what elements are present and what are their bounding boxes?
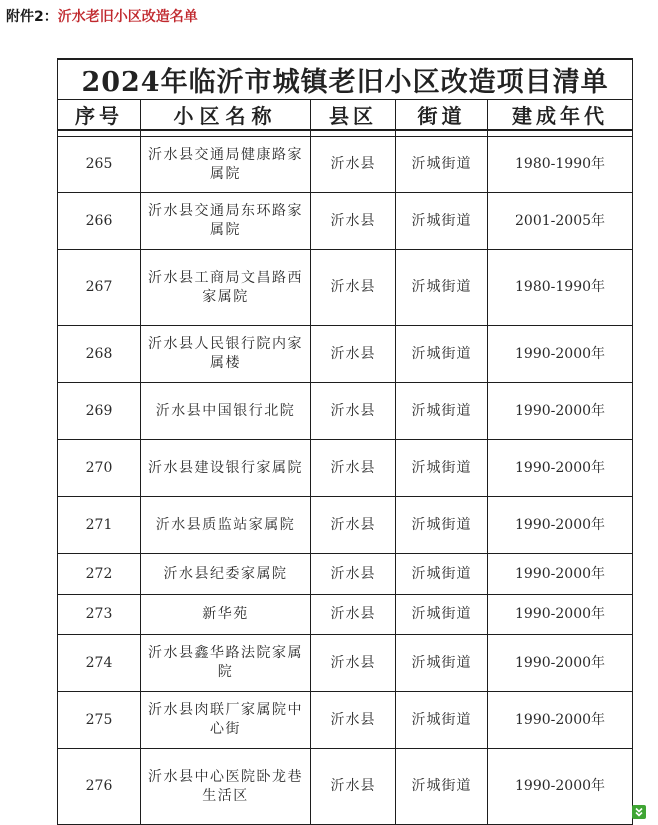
row-era: 1990-2000年 [488, 595, 633, 635]
row-street: 沂城街道 [396, 554, 488, 595]
row-era: 1990-2000年 [488, 383, 633, 440]
attachment-prefix: 附件2： [6, 9, 58, 25]
row-no: 267 [58, 250, 141, 326]
row-county: 沂水县 [311, 193, 396, 250]
row-street: 沂城街道 [396, 749, 488, 825]
row-no: 270 [58, 440, 141, 497]
row-name: 沂水县中心医院卧龙巷生活区 [141, 749, 311, 825]
row-street: 沂城街道 [396, 326, 488, 383]
table-title-row [58, 59, 633, 100]
row-county: 沂水县 [311, 497, 396, 554]
table-row [58, 383, 633, 440]
table-row [58, 554, 633, 595]
row-street: 沂城街道 [396, 383, 488, 440]
attachment-title: 沂水老旧小区改造名单 [57, 9, 198, 25]
row-street: 沂城街道 [396, 692, 488, 749]
row-street: 沂城街道 [396, 497, 488, 554]
row-no: 272 [58, 554, 141, 595]
table-row [58, 749, 633, 825]
row-no: 274 [58, 635, 141, 692]
row-county: 沂水县 [311, 383, 396, 440]
table-row [58, 193, 633, 250]
table-row [58, 497, 633, 554]
row-street: 沂城街道 [396, 193, 488, 250]
row-county: 沂水县 [311, 250, 396, 326]
row-era: 1980-1990年 [488, 250, 633, 326]
table-row [58, 692, 633, 749]
row-era: 1990-2000年 [488, 635, 633, 692]
row-era: 1990-2000年 [488, 440, 633, 497]
row-era: 1990-2000年 [488, 554, 633, 595]
row-no: 271 [58, 497, 141, 554]
header-street: 街道 [396, 100, 488, 131]
double-chevron-down-icon [634, 807, 644, 817]
row-no: 276 [58, 749, 141, 825]
row-era: 1990-2000年 [488, 692, 633, 749]
renovation-list-table [57, 58, 633, 825]
row-county: 沂水县 [311, 595, 396, 635]
row-county: 沂水县 [311, 749, 396, 825]
row-name: 沂水县鑫华路法院家属院 [141, 635, 311, 692]
row-no: 273 [58, 595, 141, 635]
row-name: 沂水县中国银行北院 [141, 383, 311, 440]
row-name: 沂水县工商局文昌路西家属院 [141, 250, 311, 326]
row-street: 沂城街道 [396, 595, 488, 635]
row-county: 沂水县 [311, 137, 396, 193]
attachment-heading [6, 8, 198, 26]
row-era: 1990-2000年 [488, 749, 633, 825]
row-name: 沂水县纪委家属院 [141, 554, 311, 595]
row-name: 沂水县交通局健康路家属院 [141, 137, 311, 193]
row-street: 沂城街道 [396, 440, 488, 497]
header-county: 县区 [311, 100, 396, 131]
row-no: 268 [58, 326, 141, 383]
header-no: 序号 [58, 100, 141, 131]
row-no: 269 [58, 383, 141, 440]
row-county: 沂水县 [311, 635, 396, 692]
table-row [58, 250, 633, 326]
header-name: 小区名称 [141, 100, 311, 131]
row-name: 沂水县建设银行家属院 [141, 440, 311, 497]
row-name: 沂水县人民银行院内家属楼 [141, 326, 311, 383]
table-row [58, 595, 633, 635]
row-county: 沂水县 [311, 326, 396, 383]
row-name: 沂水县交通局东环路家属院 [141, 193, 311, 250]
row-street: 沂城街道 [396, 137, 488, 193]
row-era: 1990-2000年 [488, 497, 633, 554]
scroll-down-badge[interactable] [632, 805, 646, 819]
row-name: 新华苑 [141, 595, 311, 635]
row-no: 266 [58, 193, 141, 250]
table-title: 2024年临沂市城镇老旧小区改造项目清单 [58, 59, 633, 100]
row-name: 沂水县肉联厂家属院中心街 [141, 692, 311, 749]
row-era: 2001-2005年 [488, 193, 633, 250]
header-era: 建成年代 [488, 100, 633, 131]
row-street: 沂城街道 [396, 635, 488, 692]
table-header-row [58, 100, 633, 131]
row-street: 沂城街道 [396, 250, 488, 326]
row-county: 沂水县 [311, 440, 396, 497]
row-no: 275 [58, 692, 141, 749]
table-row [58, 635, 633, 692]
row-era: 1990-2000年 [488, 326, 633, 383]
table-row [58, 440, 633, 497]
table-row [58, 326, 633, 383]
table-row [58, 137, 633, 193]
row-era: 1980-1990年 [488, 137, 633, 193]
row-county: 沂水县 [311, 554, 396, 595]
row-no: 265 [58, 137, 141, 193]
row-name: 沂水县质监站家属院 [141, 497, 311, 554]
row-county: 沂水县 [311, 692, 396, 749]
